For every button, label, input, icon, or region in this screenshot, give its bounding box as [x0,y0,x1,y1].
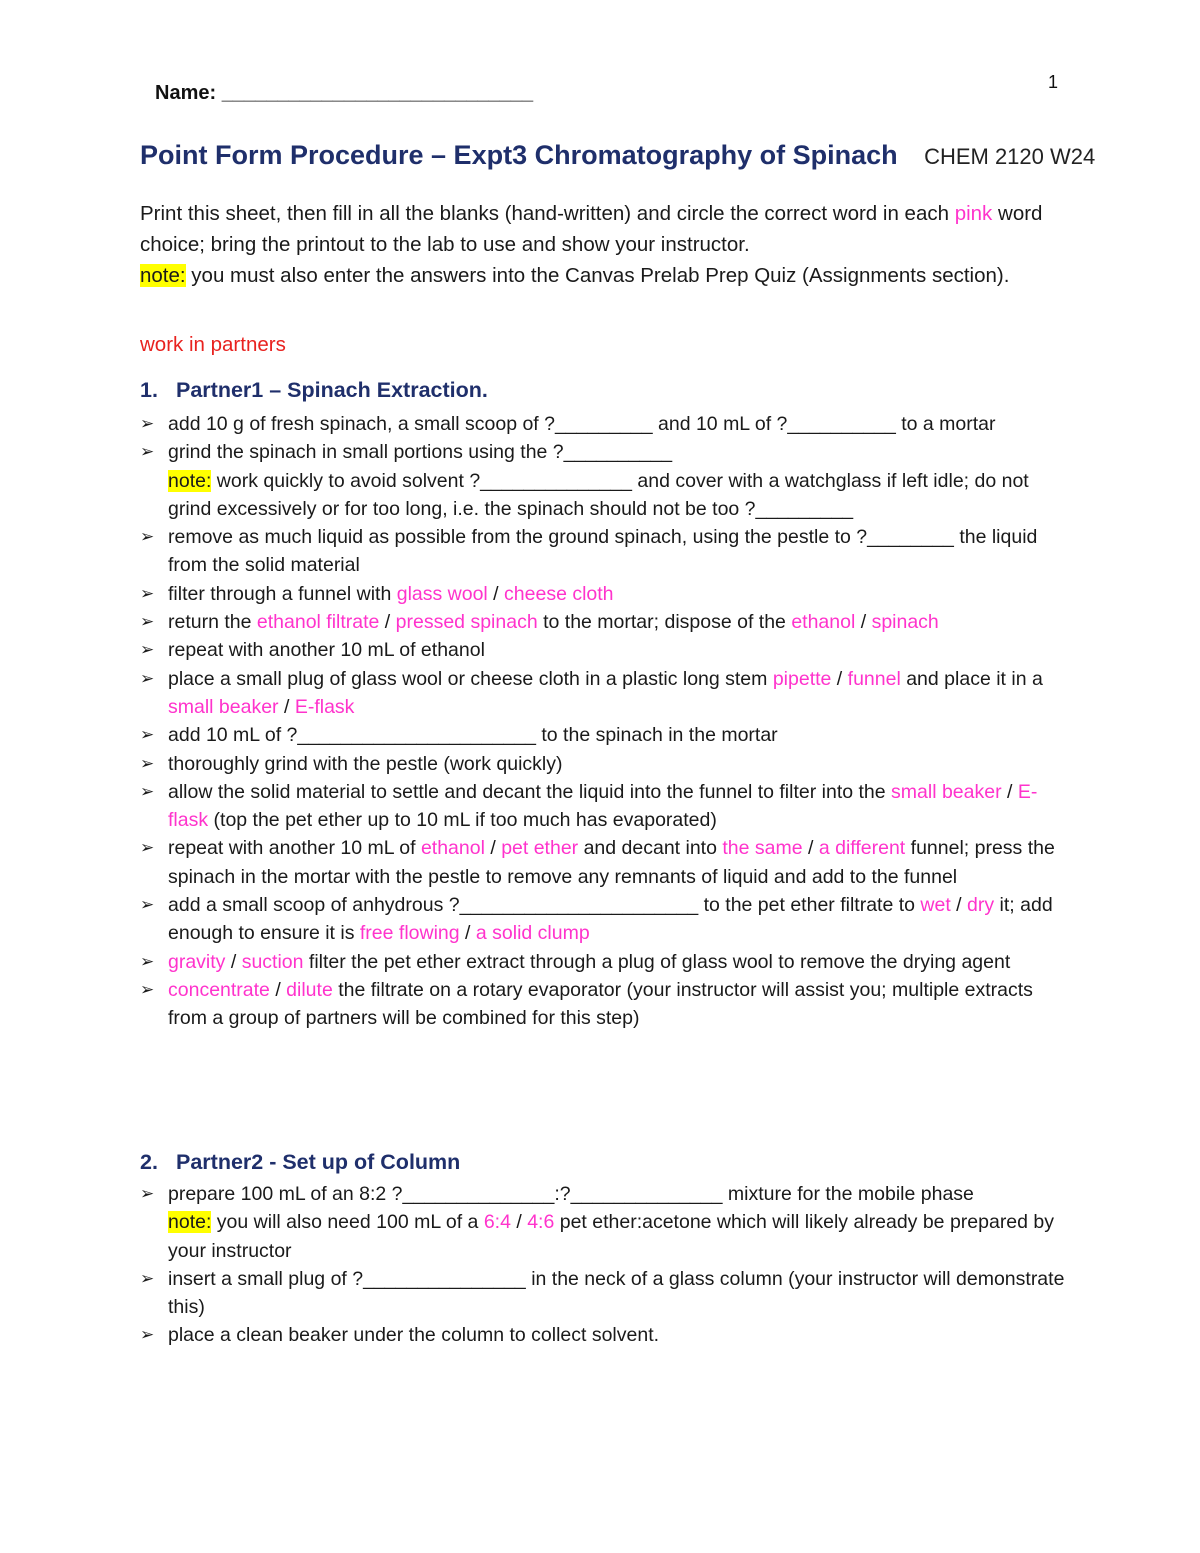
word-choice[interactable]: the same [722,837,803,860]
word-choice[interactable]: suction [241,950,304,973]
arrow-bullet-icon: ➢ [140,414,155,433]
arrow-bullet-icon: ➢ [140,527,155,547]
arrow-bullet-icon: ➢ [140,640,155,660]
step-text: repeat with another 10 mL of ethanol [168,639,485,662]
note-text: you must also enter the answers into the Canvas Prelab Prep Quiz (Assignments section). [185,264,1010,287]
word-choice[interactable]: pipette [772,667,832,690]
note-label: note: [168,1211,212,1234]
choice-separator: / [379,611,396,634]
choice-separator: / [1001,780,1018,803]
page-title: Point Form Procedure – Expt3 Chromatography of Spinach [140,140,898,170]
choice-separator: / [459,922,476,945]
step-text: thoroughly grind with the pestle (work quickly) [168,752,563,775]
step-text: grind the spinach in small portions using the ?__________ [168,441,673,464]
name-blank: ____________________________ [221,82,534,104]
intro-paragraph [140,198,1070,291]
choice-separator: / [484,837,502,860]
arrow-bullet-icon: ➢ [140,753,155,773]
name-field [155,82,533,105]
word-choice[interactable]: gravity [168,950,226,973]
step-text: allow the solid material to settle and decant the liquid into the funnel to filter into the [168,780,892,803]
step-text: the filtrate on a rotary evaporator (your instructor will assist you; multiple extracts from a group of partners will be combined for this step) [168,978,1033,1030]
step-text: place a small plug of glass wool or cheese cloth in a plastic long stem [168,667,773,690]
step-text: (top the pet ether up to 10 mL if too much has evaporated) [208,809,717,832]
step-text: filter the pet ether extract through a plug of glass wool to remove the drying agent [303,950,1011,973]
choice-separator: / [831,667,848,690]
list-item [140,948,1070,976]
word-choice[interactable]: small beaker [891,780,1002,803]
word-choice[interactable]: ethanol [420,837,485,860]
word-choice[interactable]: dry [967,894,995,917]
step-text: add 10 g of fresh spinach, a small scoop of ?_________ and 10 mL of ?__________ to a mortar [168,413,996,435]
list-item [140,1265,1070,1322]
list-item [140,750,1070,778]
list-item [140,608,1070,636]
list-item [140,721,1070,749]
note-label: note: [168,469,212,492]
step-text: prepare 100 mL of an 8:2 ?______________:?______________ mixture for the mobile phase [168,1183,974,1205]
arrow-bullet-icon: ➢ [140,442,155,462]
word-choice[interactable]: E-flask [168,780,1038,832]
list-item [140,410,1070,438]
section-number: 2. [140,1150,158,1174]
list-item [140,834,1070,891]
arrow-bullet-icon: ➢ [140,979,155,999]
choice-separator: / [510,1211,528,1234]
list-item [140,636,1070,664]
word-choice[interactable]: ethanol filtrate [256,611,380,634]
choice-separator: / [225,950,242,973]
word-choice[interactable]: glass wool [396,582,488,605]
arrow-bullet-icon: ➢ [140,1268,155,1288]
name-label: Name: [155,82,217,104]
arrow-bullet-icon: ➢ [140,781,155,801]
page-number: 1 [1048,72,1059,92]
work-in-partners: work in partners [140,333,286,356]
choice-separator: / [950,894,968,917]
list-item [140,891,1070,948]
section-title: Partner2 - Set up of Column [176,1150,461,1174]
word-choice[interactable]: 4:6 [527,1211,555,1234]
note-label: note: [140,264,186,287]
note-text: you will also need 100 mL of a [211,1211,484,1234]
step-text: it; add enough to ensure it is [168,894,1053,945]
step-text: add a small scoop of anhydrous ?______________________ to the pet ether filtrate to [168,894,921,917]
step-text: funnel; press the spinach in the mortar with the pestle to remove any remnants of liquid and add to the funnel [168,837,1055,888]
arrow-bullet-icon: ➢ [140,838,155,858]
word-choice[interactable]: E-flask [294,695,355,718]
word-choice[interactable]: ethanol [791,611,856,634]
step-text: to the mortar; dispose of the [537,611,792,634]
arrow-bullet-icon: ➢ [140,895,155,915]
section-number: 1. [140,378,158,402]
word-choice[interactable]: wet [920,894,951,917]
word-choice[interactable]: free flowing [359,922,460,945]
word-choice[interactable]: spinach [871,611,939,634]
course-code: CHEM 2120 W24 [924,144,1096,169]
note-text: pet ether:acetone which will likely already be prepared by your instructor [168,1211,1055,1262]
list-item [140,1321,1070,1349]
word-choice[interactable]: a different [818,837,906,860]
step-text: add 10 mL of ?______________________ to the spinach in the mortar [168,724,778,747]
word-choice[interactable]: concentrate [168,978,270,1001]
word-choice[interactable]: a solid clump [475,922,590,945]
note-text: work quickly to avoid solvent ?______________ and cover with a watchglass if left idle; do not grind excessively or for too long, i.e. the spinach should not be too ?_________ [168,469,1029,520]
section-1-steps [140,410,1070,1033]
list-item [140,438,1070,523]
step-text: filter through a funnel with [168,582,397,605]
arrow-bullet-icon: ➢ [140,1184,155,1203]
step-text: return the [168,611,257,634]
list-item [140,665,1070,722]
choice-separator: / [802,837,819,860]
choice-separator: / [855,611,872,634]
list-item [140,523,1070,580]
section-title: Partner1 – Spinach Extraction. [176,378,488,402]
word-choice[interactable]: small beaker [168,695,279,718]
arrow-bullet-icon: ➢ [140,951,155,971]
arrow-bullet-icon: ➢ [140,612,155,632]
choice-separator: / [278,695,295,718]
step-text: remove as much liquid as possible from the ground spinach, using the pestle to ?________ the liquid from the solid material [168,526,1038,577]
step-text: and place it in a [900,667,1043,690]
list-item [140,778,1070,835]
step-text: repeat with another 10 mL of [168,837,421,860]
arrow-bullet-icon: ➢ [140,583,155,603]
choice-separator: / [269,978,287,1001]
section-2-heading [140,1150,460,1175]
intro-text: word choice; bring the printout to the lab to use and show your instructor. [140,202,1043,256]
section-2-steps [140,1180,1070,1350]
step-text: insert a small plug of ?_______________ in the neck of a glass column (your instructor will demonstrate this) [168,1267,1065,1319]
choice-separator: / [487,582,505,605]
step-text: place a clean beaker under the column to collect solvent. [168,1324,660,1347]
arrow-bullet-icon: ➢ [140,668,155,688]
intro-text: Print this sheet, then fill in all the blanks (hand-written) and circle the correct word in each [140,202,955,225]
list-item [140,1180,1070,1265]
arrow-bullet-icon: ➢ [140,725,155,745]
word-choice[interactable]: dilute [286,978,333,1001]
list-item [140,580,1070,608]
word-choice[interactable]: funnel [847,667,901,690]
word-choice[interactable]: pressed spinach [395,611,538,634]
word-choice[interactable]: pet ether [501,837,579,860]
section-1-heading [140,378,488,403]
word-choice[interactable]: 6:4 [483,1211,511,1234]
list-item [140,976,1070,1033]
word-choice[interactable]: cheese cloth [504,582,614,605]
step-text: and decant into [578,837,723,860]
arrow-bullet-icon: ➢ [140,1325,155,1345]
title-row [140,140,1095,171]
pink-word: pink [954,202,993,225]
